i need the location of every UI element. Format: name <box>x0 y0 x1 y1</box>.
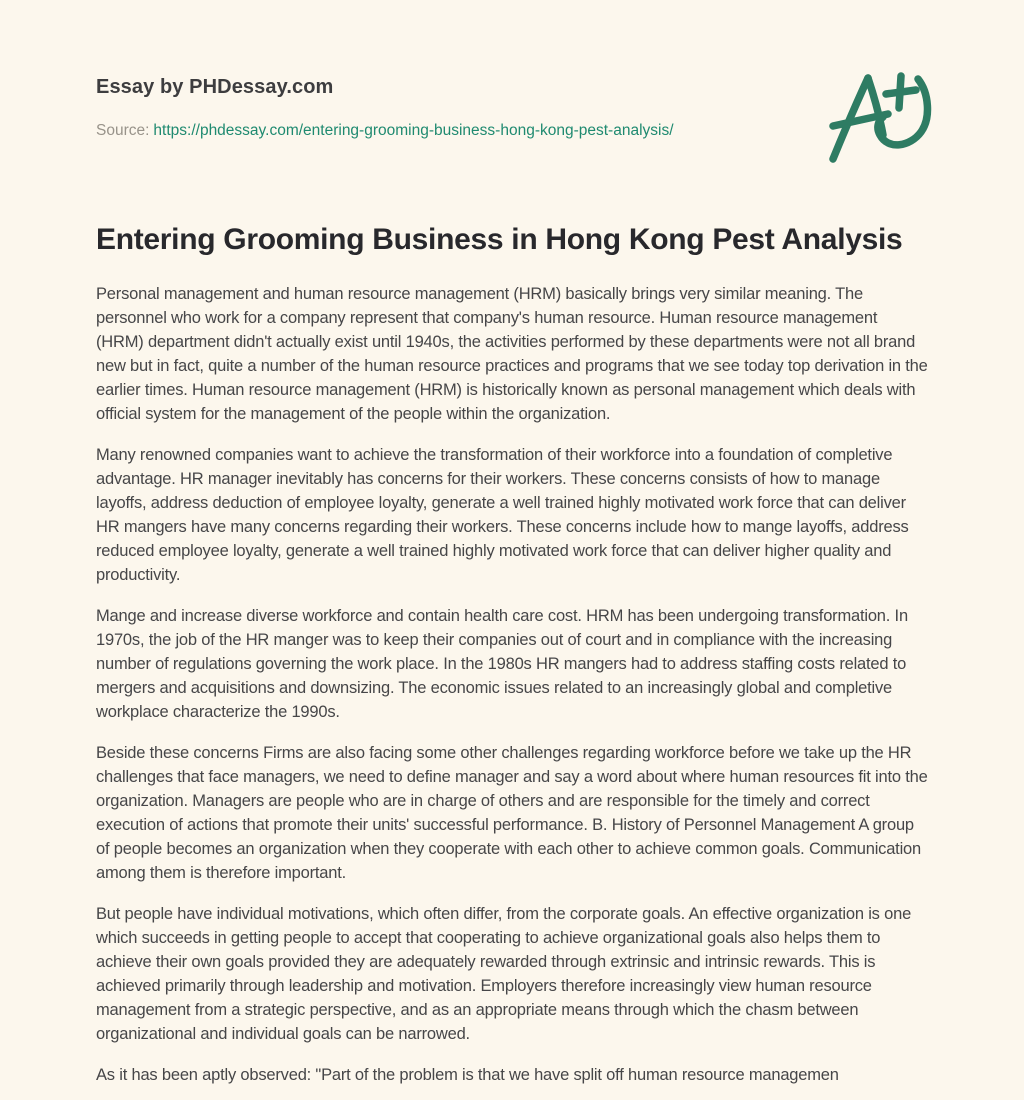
article-title: Entering Grooming Business in Hong Kong Pest Analysis <box>96 223 903 256</box>
paragraph: As it has been aptly observed: "Part of the problem is that we have split off human resource managemen <box>96 1066 839 1084</box>
source-url-link[interactable]: https://phdessay.com/entering-grooming-business-hong-kong-pest-analysis/ <box>153 122 674 139</box>
paragraph: Beside these concerns Firms are also facing some other challenges regarding workforce before we take up the HR challenges that face managers, we need to define manager and say a word about where human resources fit into the organization. Managers are people who are in charge of others and are responsible for the timely and correct execution of actions that promote their units' successful performance. B. History of Personnel Management A group of people becomes an organization when they cooperate with each other to achieve common goals. Communication among them is therefore important. <box>96 744 928 882</box>
source-line <box>96 120 928 142</box>
site-title: Essay by PHDessay.com <box>96 76 334 98</box>
page-header <box>96 74 928 142</box>
paragraph: Personal management and human resource management (HRM) basically brings very similar meaning. The personnel who work for a company represent that company's human resource. Human resource management (HRM) department didn't actually exist until 1940s, the activities performed by these departments were not all brand new but in fact, quite a number of the human resource practices and programs that we see today top derivation in the earlier times. Human resource management (HRM) is historically known as personal management which deals with official system for the management of the people within the organization. <box>96 285 928 423</box>
paragraph: Mange and increase diverse workforce and contain health care cost. HRM has been undergoing transformation. In 1970s, the job of the HR manger was to keep their companies out of court and in compliance with the increasing number of regulations governing the work place. In the 1980s HR mangers had to address staffing costs related to mergers and acquisitions and downsizing. The economic issues related to an increasingly global and completive workplace characterize the 1990s. <box>96 607 908 721</box>
source-label: Source: <box>96 122 150 139</box>
a-plus-logo <box>828 66 932 164</box>
paragraph: Many renowned companies want to achieve the transformation of their workforce into a foundation of completive advantage. HR manager inevitably has concerns for their workers. These concerns consists of how to manage layoffs, address deduction of employee loyalty, generate a well trained highly motivated work force that can deliver HR mangers have many concerns regarding their workers. These concerns include how to mange layoffs, address reduced employee loyalty, generate a well trained highly motivated work force that can deliver higher quality and productivity. <box>96 446 909 584</box>
paragraph: But people have individual motivations, which often differ, from the corporate goals. An effective organization is one which succeeds in getting people to accept that cooperating to achieve organizational goals also helps them to achieve their own goals provided they are adequately rewarded through extrinsic and intrinsic rewards. This is achieved primarily through leadership and motivation. Employers therefore increasingly view human resource management from a strategic perspective, and as an appropriate means through which the chasm between organizational and individual goals can be narrowed. <box>96 905 912 1043</box>
article-body <box>96 282 928 1087</box>
